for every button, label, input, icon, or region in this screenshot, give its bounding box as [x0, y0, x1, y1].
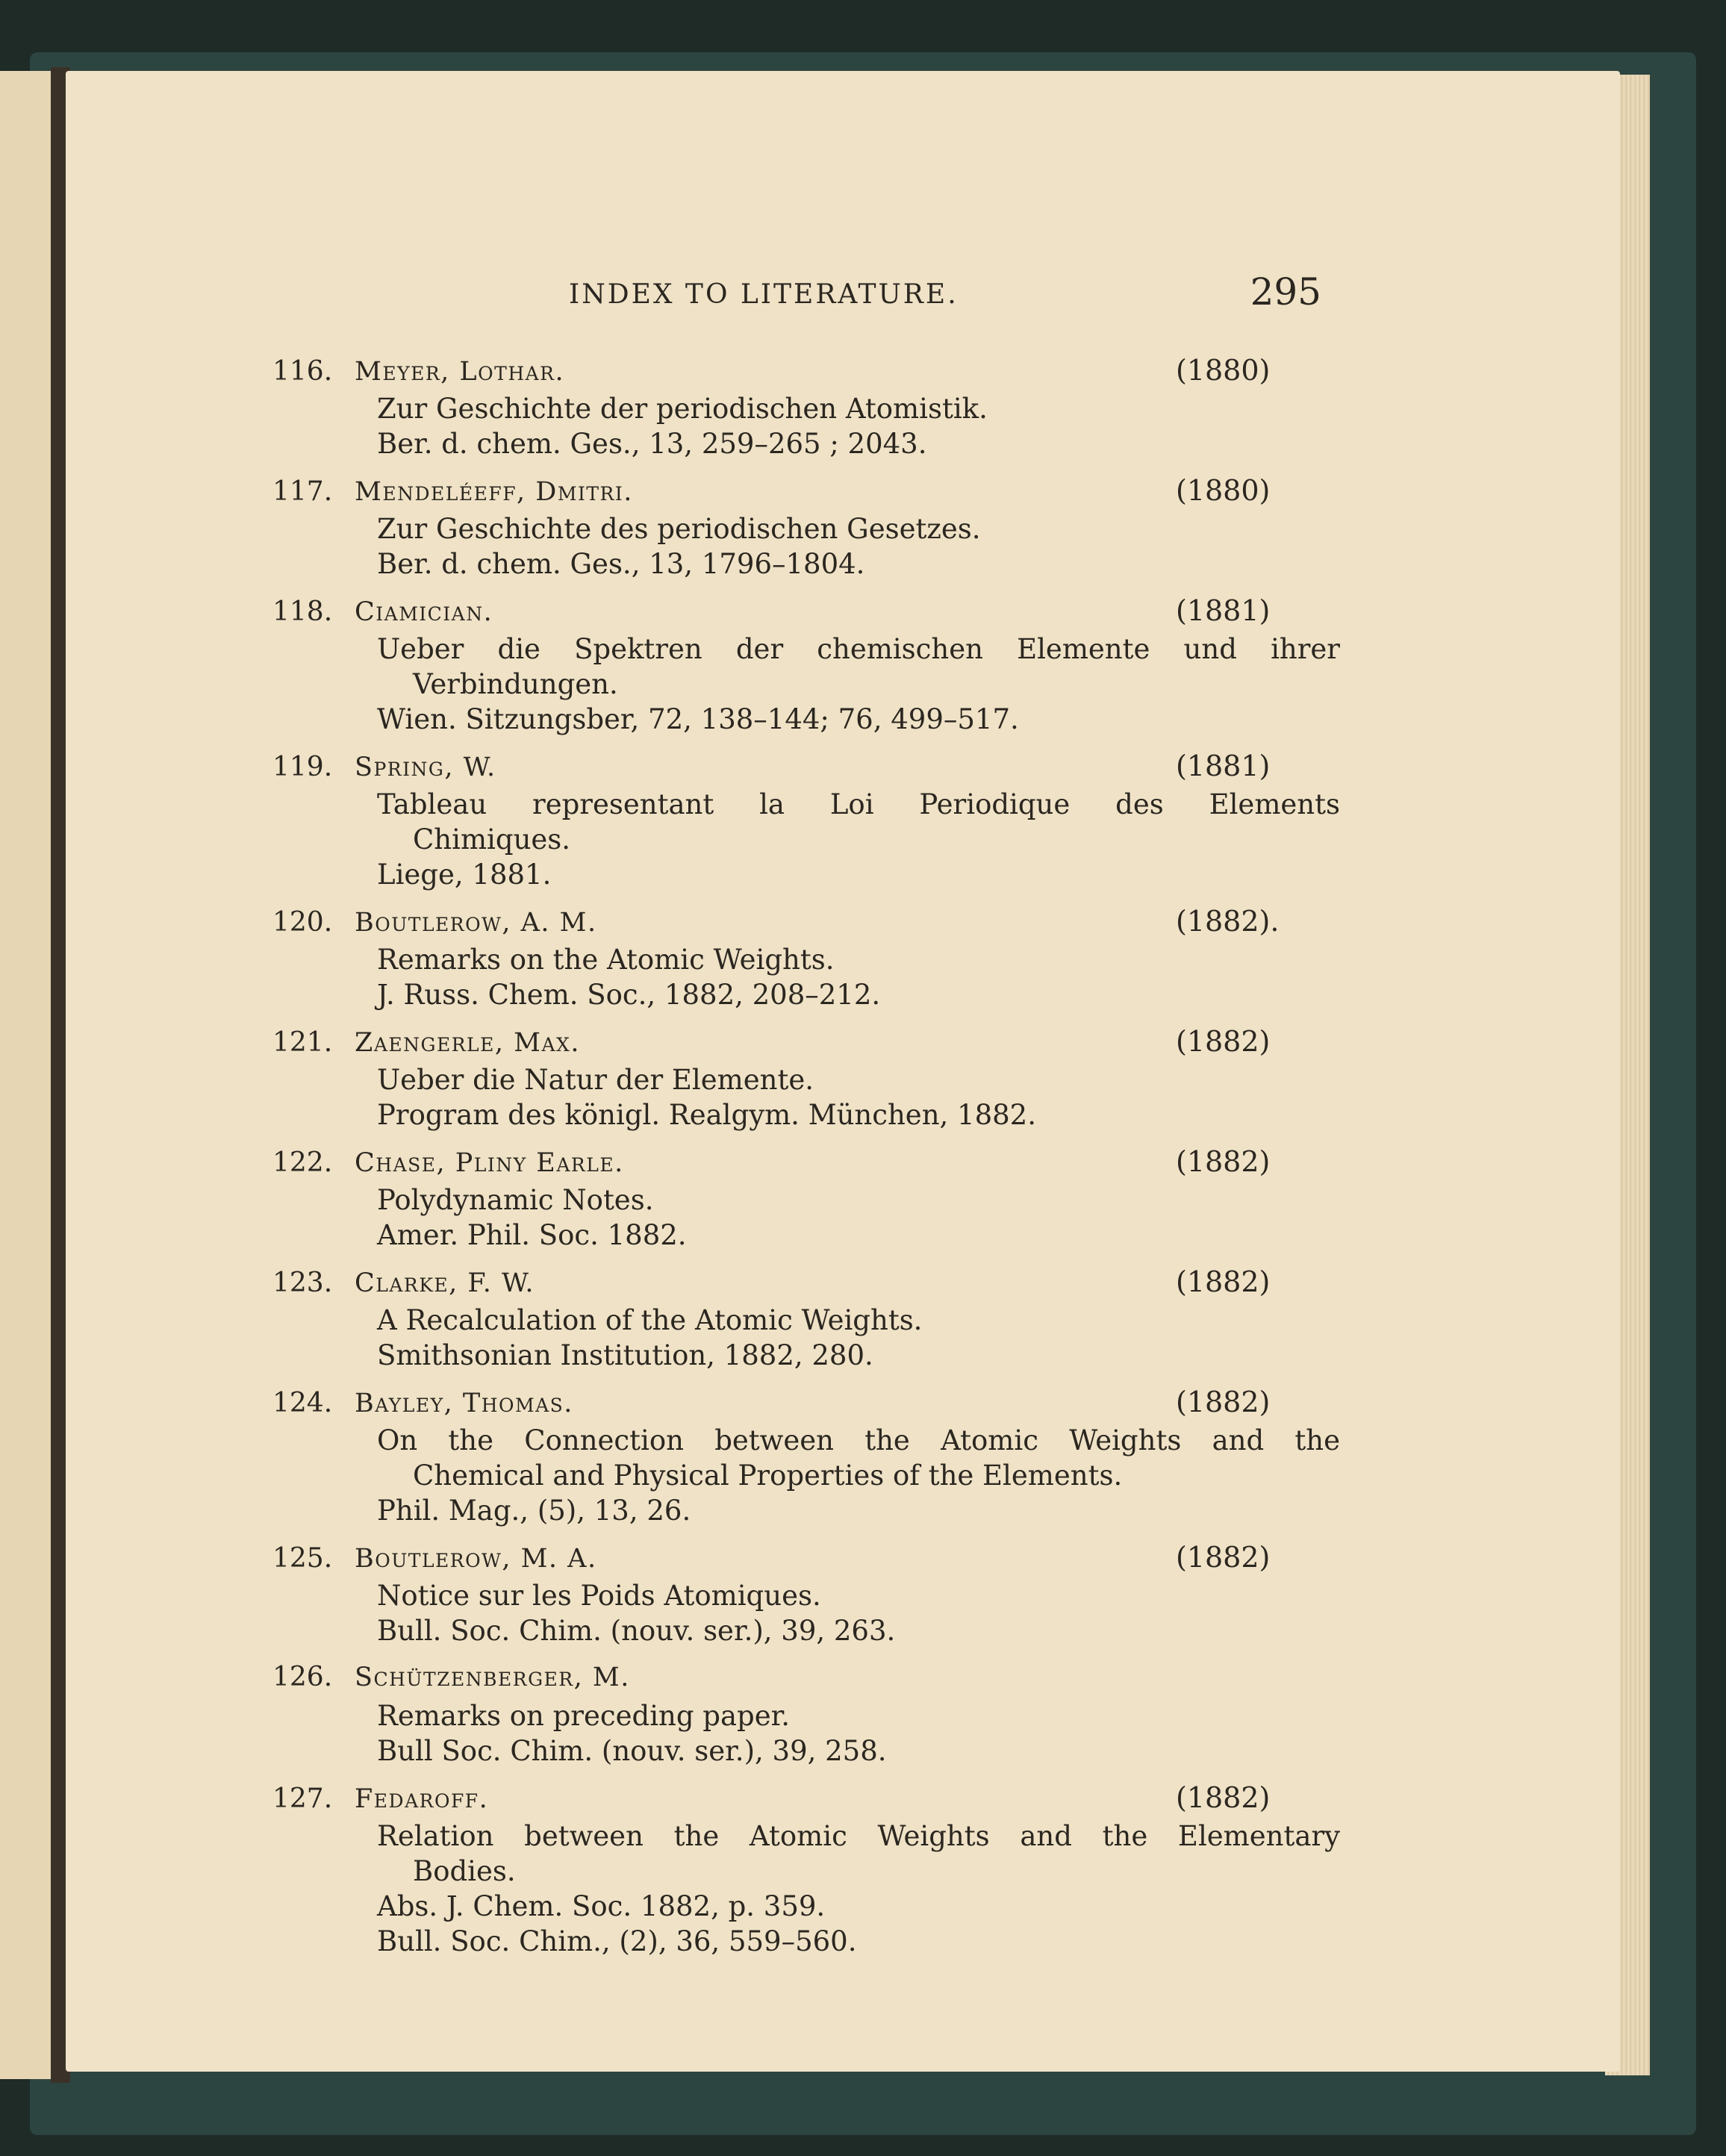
- entry-citation: Ber. d. chem. Ges., 13, 1796–1804.: [377, 548, 865, 580]
- entry-citation: Program des königl. Realgym. München, 1882.: [377, 1099, 1036, 1131]
- page-number: 295: [1250, 270, 1321, 314]
- entry-citation: Bull. Soc. Chim., (2), 36, 559–560.: [377, 1925, 857, 1957]
- index-entry: [272, 1536, 1340, 1648]
- literature-index: [272, 349, 1340, 1967]
- entry-title: Tableau representant la Loi Periodique des Elements: [377, 788, 1340, 820]
- entry-citation: Ber. d. chem. Ges., 13, 259–265 ; 2043.: [377, 428, 927, 460]
- index-entry: [272, 1381, 1340, 1528]
- entry-title: Ueber die Spektren der chemischen Elemente und ihrer: [377, 633, 1340, 665]
- facing-page-edge: [0, 71, 58, 2079]
- index-entry: [272, 1021, 1340, 1132]
- entry-number: 117.: [272, 476, 333, 507]
- entry-title-continuation: Bodies.: [413, 1855, 516, 1887]
- entry-title: On the Connection between the Atomic Weights and the: [377, 1424, 1340, 1456]
- entry-number: 118.: [272, 596, 333, 627]
- entry-title-continuation: Chimiques.: [413, 823, 571, 856]
- index-entry: [272, 1657, 1340, 1769]
- entry-title-continuation: Chemical and Physical Properties of the Elements.: [413, 1459, 1123, 1492]
- entry-year: (1882): [1176, 1541, 1271, 1574]
- entry-year: (1882): [1176, 1781, 1271, 1814]
- entry-title: Notice sur les Poids Atomiques.: [377, 1580, 821, 1612]
- entry-citation: Bull. Soc. Chim. (nouv. ser.), 39, 263.: [377, 1615, 896, 1647]
- index-entry: [272, 1777, 1340, 1959]
- index-entry: [272, 1141, 1340, 1253]
- entry-year: (1880): [1176, 474, 1271, 507]
- index-entry: [272, 470, 1340, 582]
- entry-year: (1882): [1176, 1025, 1271, 1058]
- entry-number: 122.: [272, 1147, 333, 1178]
- entry-year: (1882): [1176, 1386, 1271, 1418]
- entry-year: (1881): [1176, 594, 1271, 627]
- entry-number: 125.: [272, 1543, 333, 1574]
- entry-citation: Bull Soc. Chim. (nouv. ser.), 39, 258.: [377, 1735, 887, 1767]
- entry-year: (1882).: [1176, 905, 1280, 938]
- entry-author: Boutlerow, A. M.: [355, 908, 597, 938]
- entry-author: Zaengerle, Max.: [355, 1028, 580, 1058]
- entry-author: Ciamician.: [355, 597, 493, 627]
- index-entry: [272, 745, 1340, 892]
- entry-title-continuation: Verbindungen.: [413, 668, 618, 700]
- index-entry: [272, 1261, 1340, 1373]
- entry-number: 120.: [272, 907, 333, 938]
- entry-year: (1882): [1176, 1265, 1271, 1298]
- index-entry: [272, 900, 1340, 1012]
- entry-citation: J. Russ. Chem. Soc., 1882, 208–212.: [377, 979, 881, 1011]
- entry-title: Polydynamic Notes.: [377, 1184, 654, 1216]
- index-entry: [272, 590, 1340, 737]
- entry-title: A Recalculation of the Atomic Weights.: [377, 1304, 923, 1336]
- entry-author: Mendeléeff, Dmitri.: [355, 477, 633, 507]
- entry-year: (1880): [1176, 354, 1271, 387]
- index-entry: [272, 349, 1340, 461]
- entry-citation: Phil. Mag., (5), 13, 26.: [377, 1495, 691, 1527]
- entry-author: Clarke, F. W.: [355, 1268, 535, 1298]
- entry-number: 124.: [272, 1388, 333, 1418]
- entry-author: Boutlerow, M. A.: [355, 1544, 597, 1574]
- entry-number: 121.: [272, 1027, 333, 1058]
- entry-citation: Smithsonian Institution, 1882, 280.: [377, 1339, 873, 1371]
- entry-title: Relation between the Atomic Weights and the Elementary: [377, 1820, 1340, 1852]
- running-header: [560, 270, 1329, 323]
- entry-number: 116.: [272, 356, 333, 387]
- entry-author: Bayley, Thomas.: [355, 1389, 573, 1418]
- entry-year: (1882): [1176, 1145, 1271, 1178]
- entry-number: 123.: [272, 1268, 333, 1298]
- entry-author: Spring, W.: [355, 753, 496, 782]
- entry-author: Meyer, Lothar.: [355, 357, 565, 387]
- entry-year: (1881): [1176, 750, 1271, 782]
- entry-title: Remarks on the Atomic Weights.: [377, 944, 835, 976]
- entry-title: Zur Geschichte des periodischen Gesetzes.: [377, 513, 981, 545]
- entry-author: Chase, Pliny Earle.: [355, 1148, 624, 1178]
- entry-title: Remarks on preceding paper.: [377, 1700, 791, 1732]
- entry-number: 127.: [272, 1783, 333, 1814]
- entry-citation: Abs. J. Chem. Soc. 1882, p. 359.: [377, 1890, 826, 1922]
- entry-author: Fedaroff.: [355, 1784, 489, 1814]
- running-title: INDEX TO LITERATURE.: [569, 279, 959, 310]
- entry-number: 126.: [272, 1662, 333, 1692]
- entry-number: 119.: [272, 752, 333, 782]
- entry-citation: Amer. Phil. Soc. 1882.: [377, 1219, 687, 1251]
- entry-citation: Liege, 1881.: [377, 859, 552, 891]
- entry-author: Schützenberger, M.: [355, 1663, 630, 1692]
- entry-title: Ueber die Natur der Elemente.: [377, 1064, 814, 1096]
- entry-title: Zur Geschichte der periodischen Atomistik.: [377, 393, 988, 425]
- entry-citation: Wien. Sitzungsber, 72, 138–144; 76, 499–517.: [377, 703, 1019, 735]
